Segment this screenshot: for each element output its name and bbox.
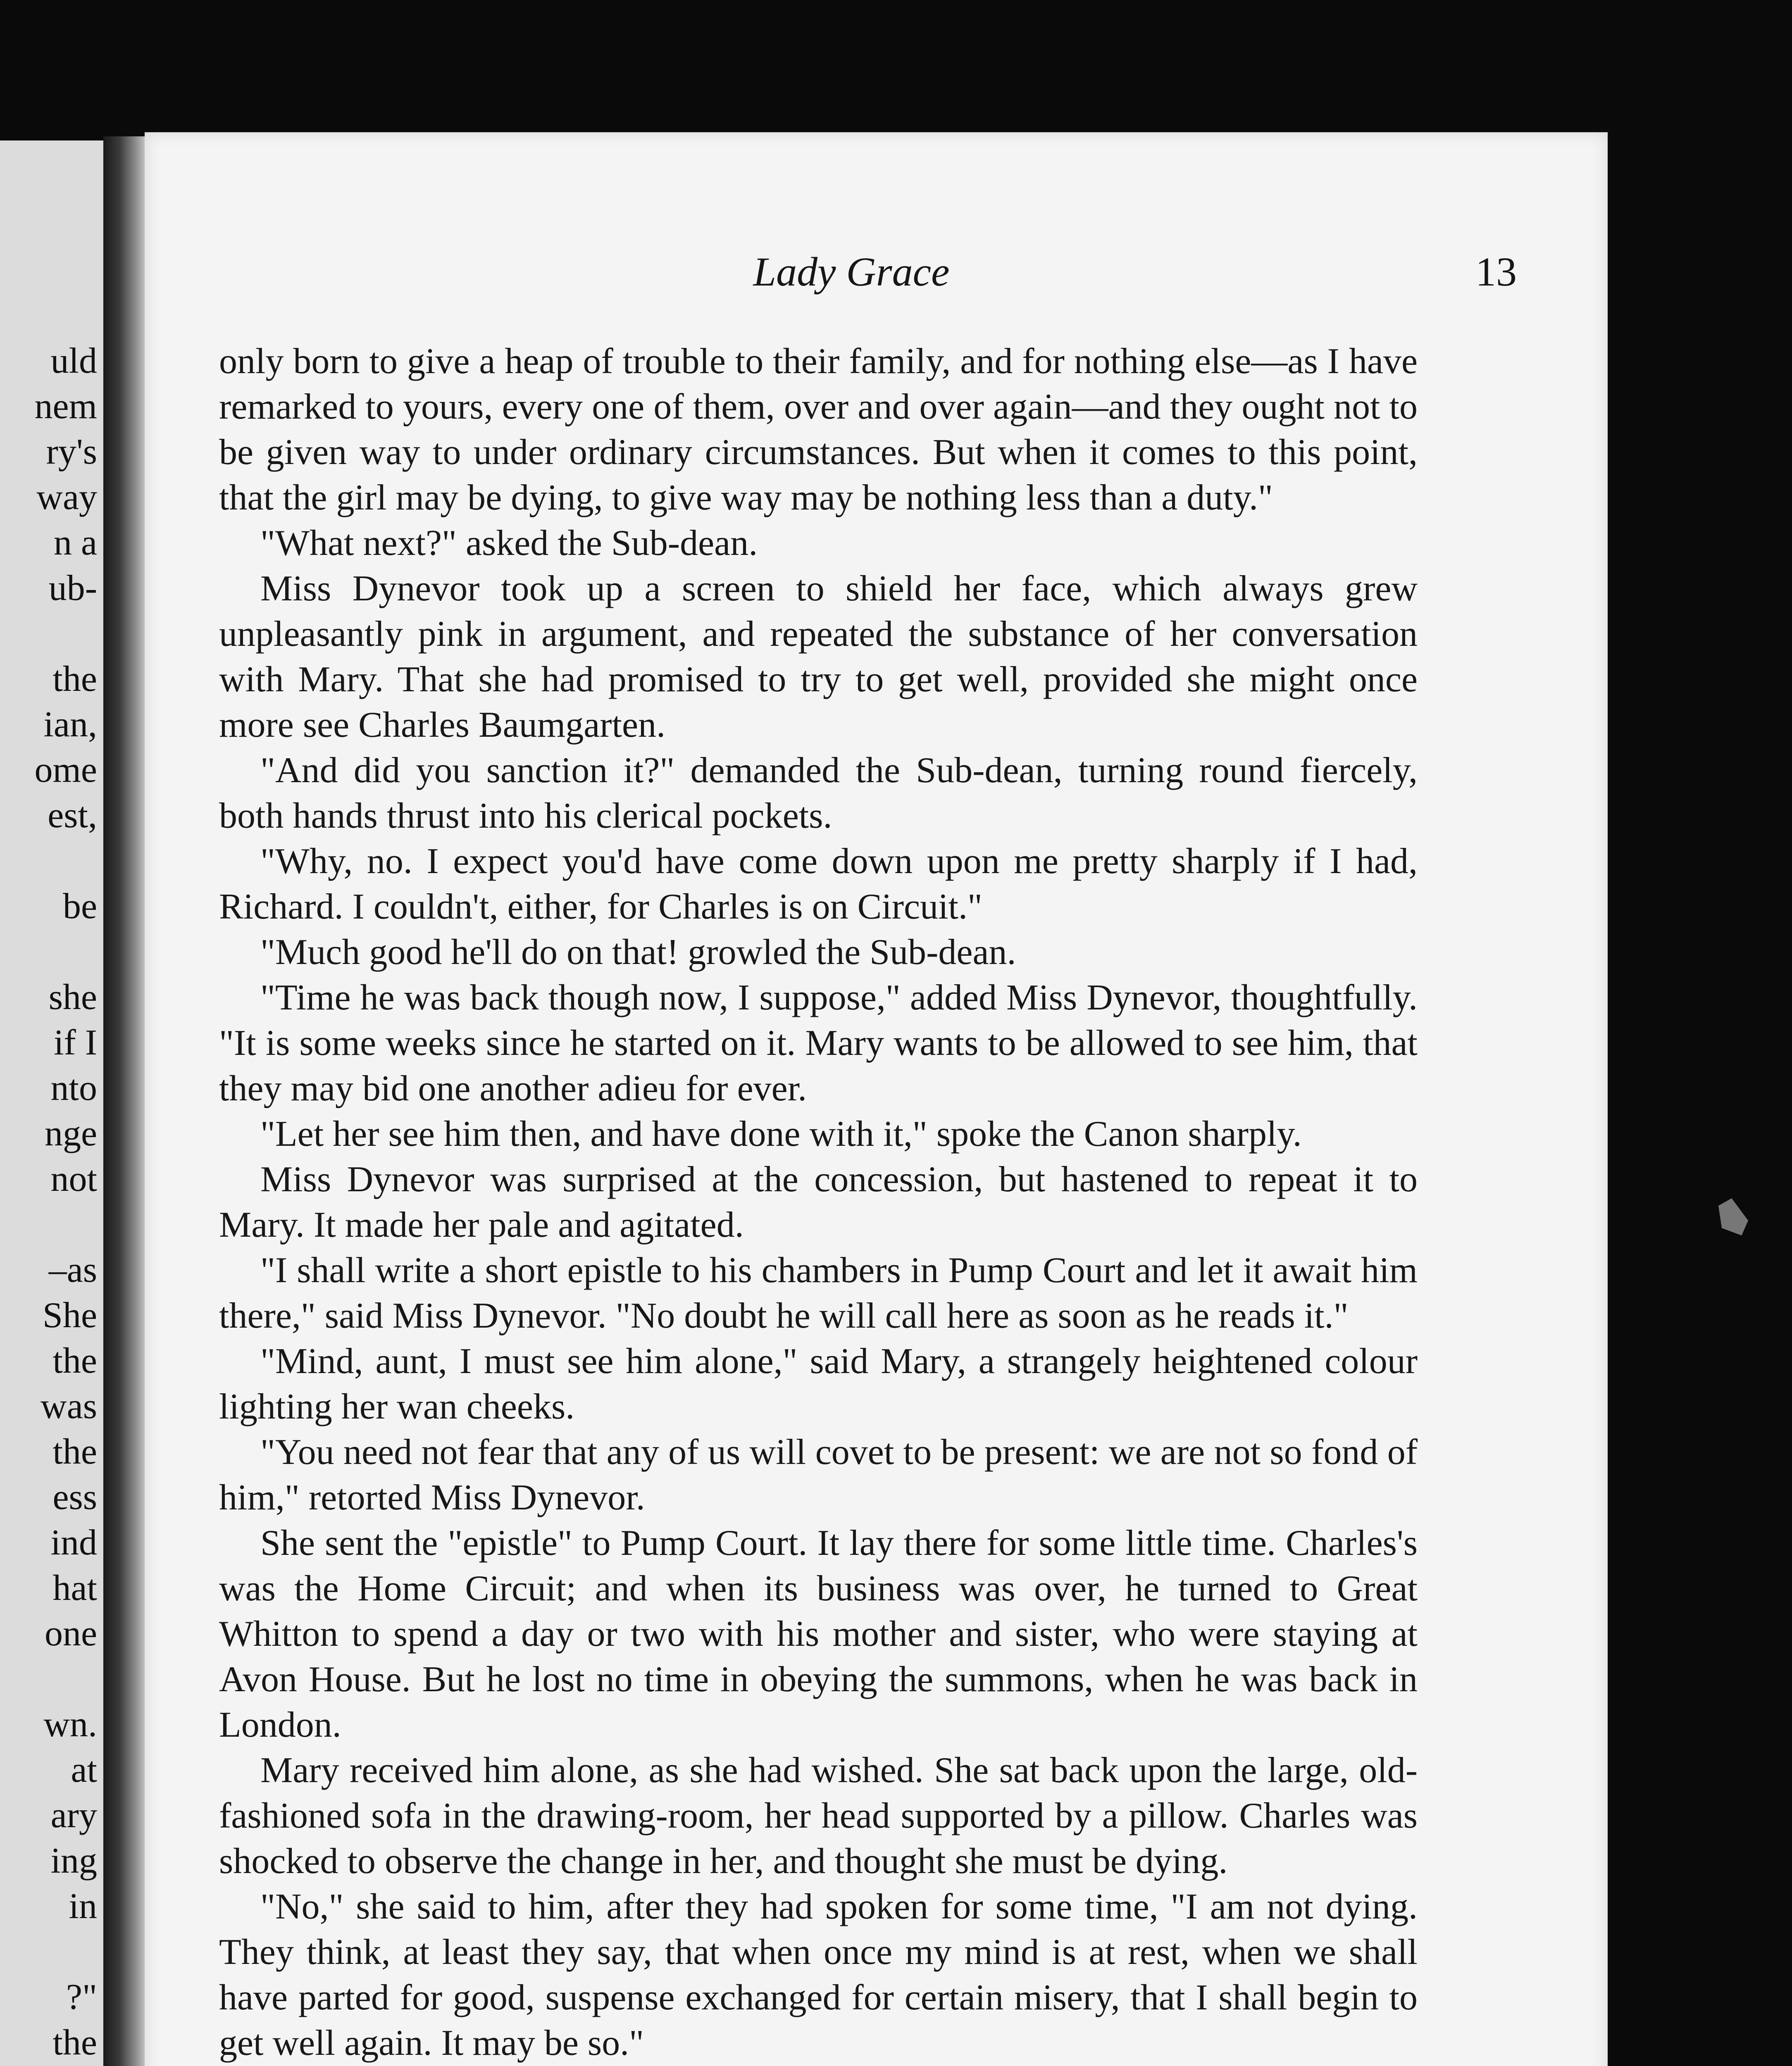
book-gutter bbox=[103, 136, 149, 2066]
left-page-fragment: She bbox=[43, 1295, 97, 1335]
left-page-fragment: if I bbox=[53, 1023, 97, 1063]
paragraph: Miss Dynevor was surprised at the concession, but hastened to repeat it to Mary. It made her pale and agitated. bbox=[219, 1159, 1418, 1245]
running-head bbox=[145, 248, 1608, 306]
body-text bbox=[219, 339, 1418, 2066]
running-title: Lady Grace bbox=[753, 249, 950, 295]
left-page-fragment: ub- bbox=[48, 568, 97, 608]
left-page-fragment: she bbox=[48, 977, 97, 1017]
left-page-fragment: the bbox=[52, 2023, 97, 2063]
paragraph: "Let her see him then, and have done with it," spoke the Canon sharply. bbox=[260, 1114, 1302, 1154]
left-page-fragment: hat bbox=[52, 1568, 97, 1608]
left-page-fragment: the bbox=[52, 1341, 97, 1381]
paragraph: "No," she said to him, after they had spoken for some time, "I am not dying. They think, at least they say, that when once my mind is at rest, when we shall have parted for good, suspense exchanged for certain misery, that I shall begin to get well again. It may be so." bbox=[219, 1887, 1418, 2063]
left-page-fragment: est, bbox=[48, 795, 97, 835]
page-number: 13 bbox=[1475, 249, 1517, 295]
left-page-fragment: nem bbox=[34, 386, 97, 426]
paragraph: Miss Dynevor took up a screen to shield her face, which always grew unpleasantly pink in argument, and repeated the substance of her conversation with Mary. That she had promised to try to get well, provided she might once more see Charles Baumgarten. bbox=[219, 569, 1418, 745]
left-page-fragment: be bbox=[62, 886, 97, 926]
paragraph: "Much good he'll do on that! growled the Sub-dean. bbox=[260, 932, 1016, 972]
left-page-fragment: ess bbox=[52, 1477, 97, 1517]
left-page-fragment: not bbox=[50, 1159, 97, 1199]
book-page bbox=[145, 132, 1608, 2066]
left-page-fragment: ?" bbox=[66, 1977, 97, 2017]
paragraph: "You need not fear that any of us will covet to be present: we are not so fond of him," retorted Miss Dynevor. bbox=[219, 1432, 1418, 1518]
left-page-fragment: the bbox=[52, 1432, 97, 1472]
left-page-fragment: way bbox=[36, 477, 97, 517]
left-page-fragment: nge bbox=[44, 1114, 97, 1154]
paragraph: "Time he was back though now, I suppose," added Miss Dynevor, thoughtfully. "It is some weeks since he started on it. Mary wants to be allowed to see him, that they may bid one another adieu for ever. bbox=[219, 978, 1418, 1109]
left-page-fragment: uld bbox=[50, 341, 97, 381]
paragraph: She sent the "epistle" to Pump Court. It lay there for some little time. Charles's was the Home Circuit; and when its business was over, he turned to Great Whitton to spend a day or two with his mother and sister, who were staying at Avon House. But he lost no time in obeying the summons, when he was back in London. bbox=[219, 1523, 1418, 1745]
left-page-fragment: ind bbox=[50, 1523, 97, 1563]
paragraph: "And did you sanction it?" demanded the Sub-dean, turning round fiercely, both hands thrust into his clerical pockets. bbox=[219, 750, 1418, 836]
paragraph: "Why, no. I expect you'd have come down upon me pretty sharply if I had, Richard. I couldn't, either, for Charles is on Circuit." bbox=[219, 841, 1418, 927]
left-page-fragment: ian, bbox=[43, 705, 97, 745]
paragraph: Mary received him alone, as she had wished. She sat back upon the large, old-fashioned sofa in the drawing-room, her head supported by a pillow. Charles was shocked to observe the change in her, and thought she must be dying. bbox=[219, 1750, 1418, 1881]
left-page-fragment: n a bbox=[53, 523, 97, 563]
left-page-fragment: wn. bbox=[43, 1704, 97, 1745]
left-facing-page bbox=[0, 140, 105, 2066]
left-page-fragment: one bbox=[44, 1614, 97, 1654]
left-page-fragment: ing bbox=[50, 1841, 97, 1881]
paragraph: "What next?" asked the Sub-dean. bbox=[260, 523, 758, 563]
left-page-fragment: ome bbox=[34, 750, 97, 790]
left-page-fragment: at bbox=[71, 1750, 97, 1790]
paragraph: "Mind, aunt, I must see him alone," said Mary, a strangely heightened colour lighting her wan cheeks. bbox=[219, 1341, 1418, 1427]
paragraph: "I shall write a short epistle to his chambers in Pump Court and let it await him there," said Miss Dynevor. "No doubt he will call here as soon as he reads it." bbox=[219, 1250, 1418, 1336]
left-page-fragment: was bbox=[41, 1386, 97, 1426]
left-page-fragment: ary bbox=[50, 1795, 97, 1835]
left-page-fragment: –as bbox=[48, 1250, 97, 1290]
left-page-fragment: in bbox=[69, 1886, 97, 1926]
scan-speck bbox=[1715, 1198, 1748, 1235]
left-page-fragment: ry's bbox=[46, 432, 97, 472]
left-page-fragment: the bbox=[52, 659, 97, 699]
paragraph: only born to give a heap of trouble to their family, and for nothing else—as I have remarked to yours, every one of them, over and over again—and they ought not to be given way to under ordinary circumstances. But when it comes to this point, that the girl may be dying, to give way may be nothing less than a duty." bbox=[219, 341, 1418, 518]
left-page-fragment: nto bbox=[50, 1068, 97, 1108]
